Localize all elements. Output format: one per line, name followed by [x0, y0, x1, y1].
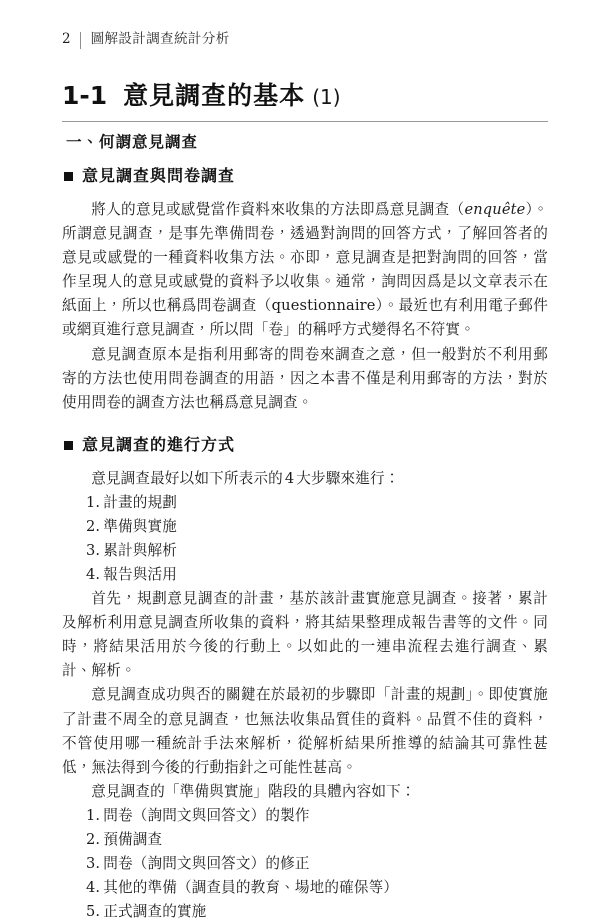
list-item-label: 準備與實施: [103, 517, 177, 535]
list-item-label: 預備調查: [103, 830, 163, 848]
spacer: [62, 415, 548, 435]
list-item: [86, 491, 548, 515]
section-title-line: [62, 76, 548, 121]
list-item-number: 4.: [86, 879, 101, 897]
page-number: 2: [62, 31, 71, 48]
list-item: [86, 515, 548, 539]
list-item-label: 計畫的規劃: [103, 493, 177, 511]
list-item: [86, 563, 548, 587]
term-enquete: enquête: [464, 200, 526, 218]
list-item-label: 其他的準備（調查員的教育、場地的確保等）: [103, 879, 399, 897]
list-item-number: 3.: [86, 855, 101, 873]
list-item: [86, 804, 548, 828]
list-item-number: 3.: [86, 541, 101, 559]
list-item-number: 2.: [86, 830, 101, 848]
steps-count: 4: [284, 469, 295, 487]
list-item-number: 1.: [86, 806, 101, 824]
paragraph-1: [62, 198, 548, 343]
list-item-number: 2.: [86, 517, 101, 535]
heading-level-1: 一、何謂意見調查: [66, 132, 199, 151]
steps-intro: [62, 467, 548, 491]
heading-level-2-b-label: 意見調查的進行方式: [82, 434, 236, 454]
list-item-number: 1.: [86, 493, 101, 511]
steps-intro-before: 意見調查最好以如下所表示的: [91, 469, 283, 487]
steps-main-list: [62, 491, 548, 587]
list-item: [86, 539, 548, 563]
running-head: [62, 30, 230, 50]
paragraph-1-part-2: ）。所謂意見調查，是事先準備問卷，透過對詢問的回答方式，了解回答者的意見或感覺的一種資料收集方法。亦即，意見調查是把對詢問的回答，當作呈現人的意見或感覺的資料予以收集。通常，詢問因爲是以文章表示在紙面上，所以也稱爲問卷調查（: [62, 200, 548, 315]
list-item-label: 報告與活用: [103, 565, 177, 583]
section-number: 1-1: [62, 81, 108, 110]
paragraph-1-part-3: ）。最近也有利用電子郵件或網頁進行意見調查，所以問「卷」的稱呼方式變得名不符實。: [62, 297, 548, 339]
steps-prepare-list: [62, 804, 548, 924]
steps-intro-after: 大步驟來進行：: [296, 469, 400, 487]
paragraph-1-part-1: 將人的意見或感覺當作資料來收集的方法即爲意見調查（: [91, 200, 465, 218]
document-body: [62, 132, 548, 924]
section-title-rule: [62, 121, 548, 122]
prepare-intro: 意見調查的「準備與實施」階段的具體內容如下：: [91, 782, 416, 800]
heading-level-2-a-label: 意見調查與問卷調查: [82, 166, 236, 186]
heading-level-2-a: [64, 166, 548, 187]
list-item: [86, 828, 548, 852]
page-title: 意見調查的基本: [123, 81, 306, 110]
list-item: [86, 852, 548, 876]
list-item: [86, 900, 548, 924]
term-questionnaire: questionnaire: [271, 297, 376, 315]
section-header: [62, 76, 548, 122]
square-bullet-icon: [64, 172, 73, 181]
square-bullet-icon: [64, 441, 73, 450]
list-item: [86, 876, 548, 900]
paragraph-2: 意見調查原本是指利用郵寄的問卷來調查之意，但一般對於不利用郵寄的方法也使用問卷調查的用語，因之本書不僅是利用郵寄的方法，對於使用問卷的調查方法也稱爲意見調查。: [62, 345, 548, 411]
paragraph-5: 意見調查成功與否的關鍵在於最初的步驟即「計畫的規劃」。即使實施了計畫不周全的意見調查，也無法收集品質佳的資料。品質不佳的資料，不管使用哪一種統計手法來解析，從解析結果所推導的結論其可靠性甚低，無法得到今後的行動指針之可能性甚高。: [62, 686, 548, 776]
list-item-number: 4.: [86, 565, 101, 583]
heading-level-2-b: [64, 435, 548, 456]
list-item-label: 累計與解析: [103, 541, 177, 559]
list-item-number: 5.: [86, 903, 101, 921]
paragraph-4: 首先，規劃意見調查的計畫，基於該計畫實施意見調查。接著，累計及解析利用意見調查所收集的資料，將其結果整理成報告書等的文件。同時，將結果活用於今後的行動上。以如此的一連串流程去進行調查、累計、解析。: [62, 590, 548, 680]
section-title-suffix: (1): [312, 85, 341, 109]
list-item-label: 問卷（詢問文與回答文）的修正: [103, 855, 310, 873]
book-title: 圖解設計調查統計分析: [90, 31, 230, 48]
list-item-label: 正式調查的實施: [103, 903, 207, 921]
running-head-divider: [80, 32, 81, 49]
list-item-label: 問卷（詢問文與回答文）的製作: [103, 806, 310, 824]
